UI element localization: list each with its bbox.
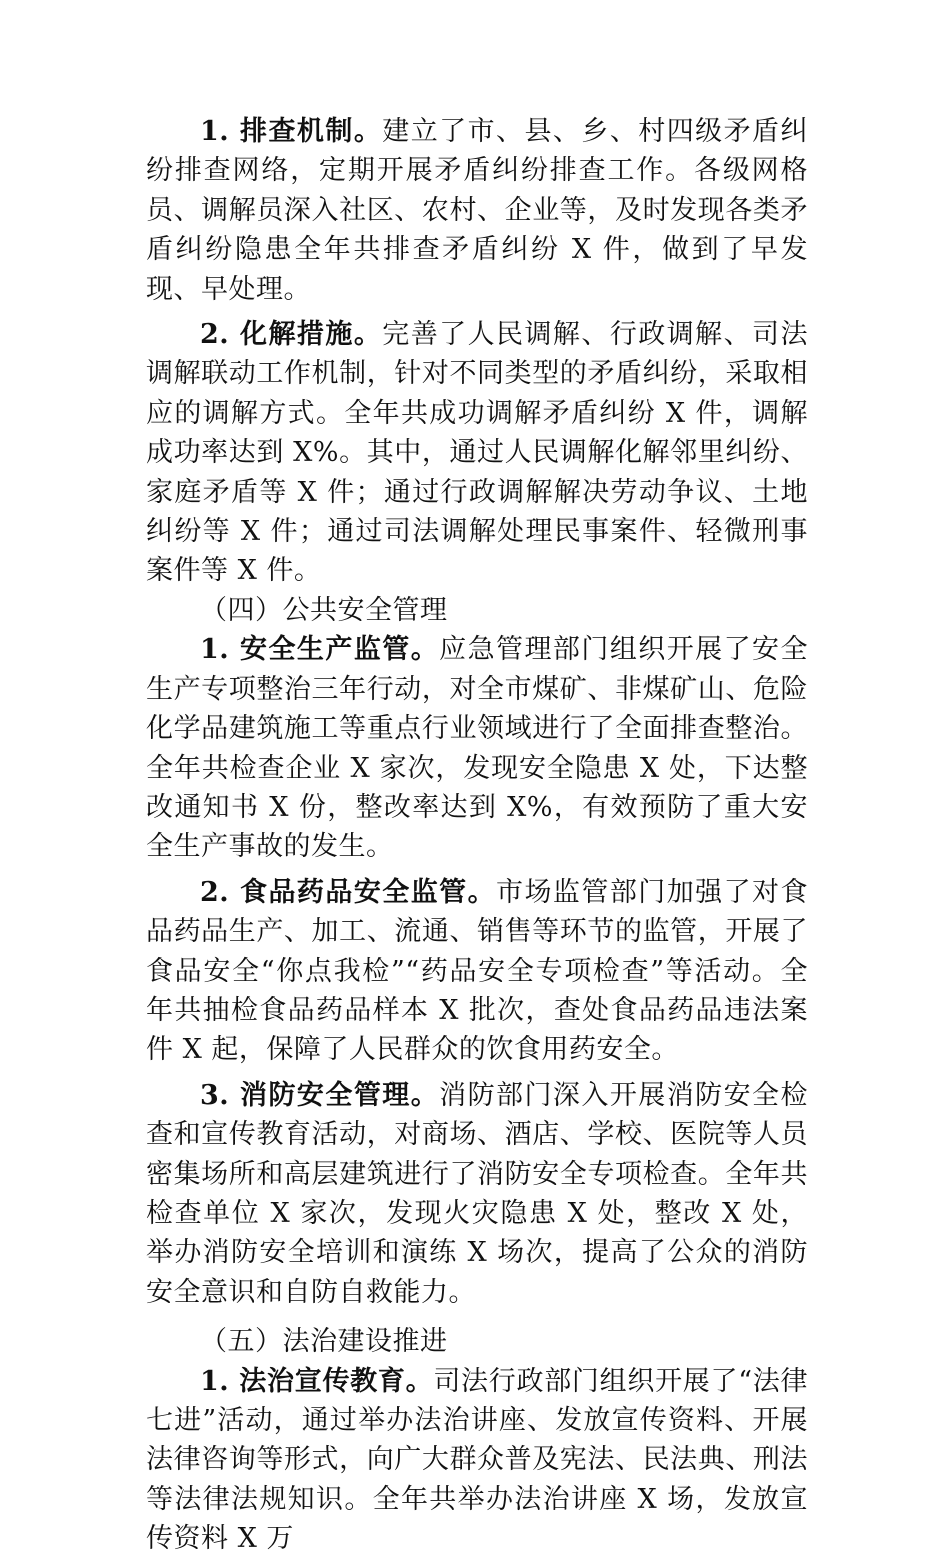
paragraph-food-drug-safety — [146, 873, 808, 1070]
paragraph-lead: 2. 化解措施。 — [200, 319, 383, 351]
paragraph-lead: 1. 法治宣传教育。 — [200, 1365, 434, 1397]
paragraph-legal-education — [146, 1362, 808, 1559]
section-heading-public-safety: （四）公共安全管理 — [200, 594, 448, 626]
paragraph-lead: 1. 排查机制。 — [200, 116, 383, 147]
paragraph-lead: 1. 安全生产监管。 — [200, 634, 440, 666]
paragraph-body: 建立了市、县、乡、村四级矛盾纠纷排查网络，定期开展矛盾纠纷排查工作。各级网格员、调解员深入社区、农村、企业等，及时发现各类矛盾纠纷隐患全年共排查矛盾纠纷 X 件，做到了早发现、早处理。 — [146, 116, 808, 305]
section-heading-rule-of-law: （五）法治建设推进 — [200, 1326, 448, 1358]
paragraph-body: 司法行政部门组织开展了“法律七进”活动，通过举办法治讲座、发放宣传资料、开展法律咨询等形式，向广大群众普及宪法、民法典、刑法等法律法规知识。全年共举办法治讲座 X 场，发放宣传资料 X 万 — [146, 1365, 808, 1555]
paragraph-dispute-resolution — [146, 315, 808, 591]
paragraph-body: 消防部门深入开展消防安全检查和宣传教育活动，对商场、酒店、学校、医院等人员密集场所和高层建筑进行了消防安全专项检查。全年共检查单位 X 家次，发现火灾隐患 X 处，整改 X 处，举办消防安全培训和演练 X 场次，提高了公众的消防安全意识和自防自救能力。 — [146, 1079, 808, 1308]
paragraph-fire-safety — [146, 1076, 808, 1312]
paragraph-lead: 3. 消防安全管理。 — [200, 1079, 440, 1111]
paragraph-dispute-screening — [146, 112, 808, 309]
paragraph-body: 应急管理部门组织开展了安全生产专项整治三年行动，对全市煤矿、非煤矿山、危险化学品建筑施工等重点行业领域进行了全面排查整治。全年共检查企业 X 家次，发现安全隐患 X 处，下达整改通知书 X 份，整改率达到 X%，有效预防了重大安全生产事故的发生。 — [146, 634, 808, 863]
paragraph-body: 市场监管部门加强了对食品药品生产、加工、流通、销售等环节的监管，开展了食品安全“你点我检”“药品安全专项检查”等活动。全年共抽检食品药品样本 X 批次，查处食品药品违法案件 X 起，保障了人民群众的饮食用药安全。 — [146, 876, 808, 1066]
paragraph-lead: 2. 食品药品安全监管。 — [200, 876, 497, 908]
paragraph-production-safety — [146, 630, 808, 866]
paragraph-body: 完善了人民调解、行政调解、司法调解联动工作机制，针对不同类型的矛盾纠纷，采取相应的调解方式。全年共成功调解矛盾纠纷 X 件，调解成功率达到 X%。其中，通过人民调解化解邻里纠纷、家庭矛盾等 X 件；通过行政调解解决劳动争议、土地纠纷等 X 件；通过司法调解处理民事案件、轻微刑事案件等 X 件。 — [146, 319, 808, 587]
